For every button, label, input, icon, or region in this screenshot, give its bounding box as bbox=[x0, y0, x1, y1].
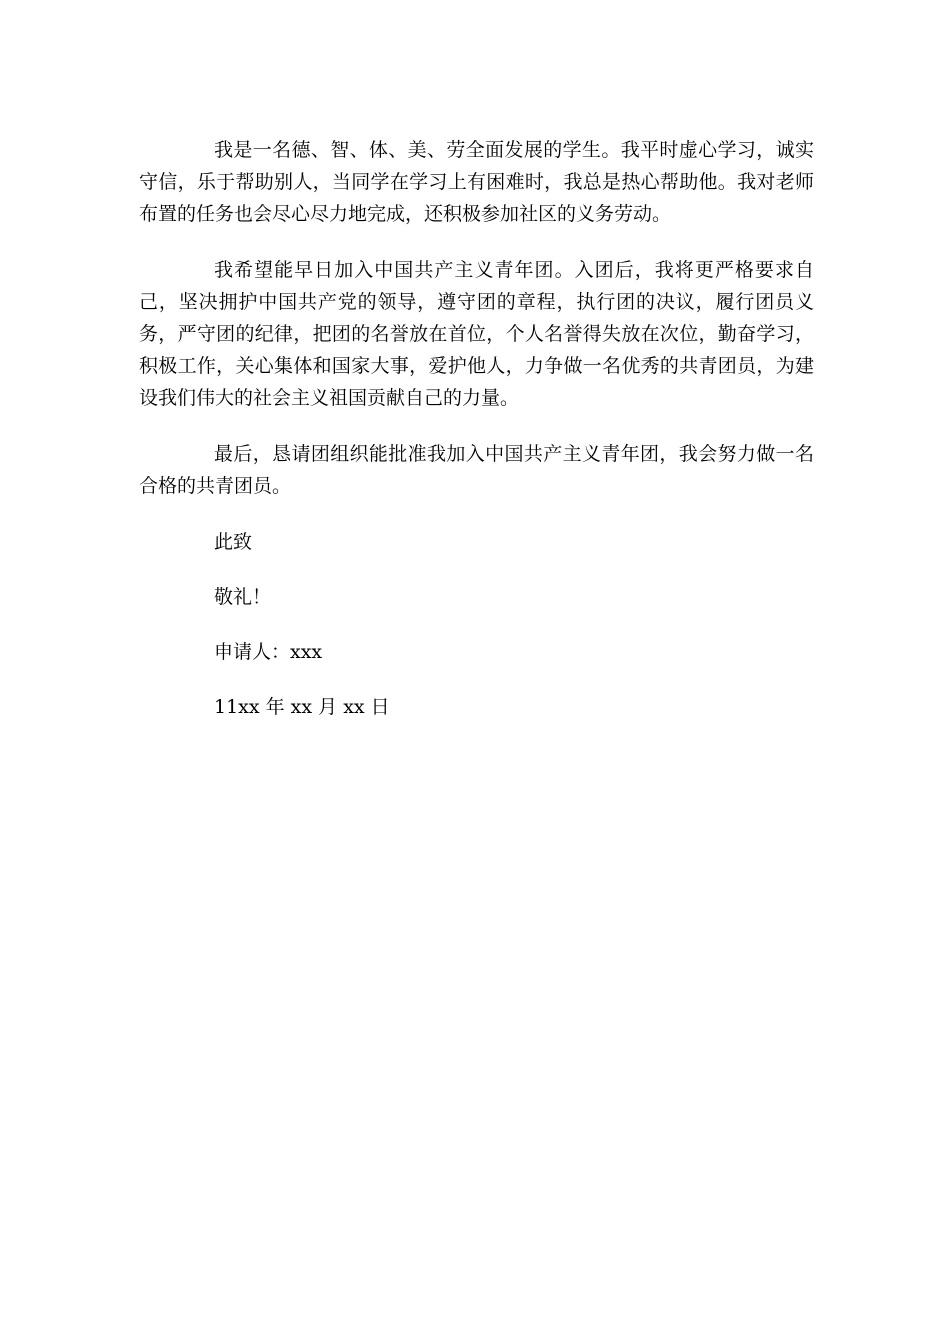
paragraph-request: 最后，恳请团组织能批准我加入中国共产主义青年团，我会努力做一名合格的共青团员。 bbox=[139, 443, 814, 497]
closing-salute: 敬礼！ bbox=[214, 586, 272, 608]
letter-body bbox=[139, 134, 814, 723]
applicant-signature: 申请人：xxx bbox=[214, 641, 323, 663]
paragraph-commitment: 我希望能早日加入中国共产主义青年团。入团后，我将更严格要求自己，坚决拥护中国共产党的领导，遵守团的章程，执行团的决议，履行团员义务，严守团的纪律，把团的名誉放在首位，个人名誉得失放在次位，勤奋学习，积极工作，关心集体和国家大事，爱护他人，力争做一名优秀的共青团员，为建设我们伟大的社会主义祖国贡献自己的力量。 bbox=[139, 259, 814, 409]
paragraph-self-introduction: 我是一名德、智、体、美、劳全面发展的学生。我平时虚心学习，诚实守信，乐于帮助别人，当同学在学习上有困难时，我总是热心帮助他。我对老师布置的任务也会尽心尽力地完成，还积极参加社区的义务劳动。 bbox=[139, 139, 814, 225]
letter-date: 11xx 年 xx 月 xx 日 bbox=[214, 696, 390, 718]
closing-to: 此致 bbox=[214, 531, 253, 553]
